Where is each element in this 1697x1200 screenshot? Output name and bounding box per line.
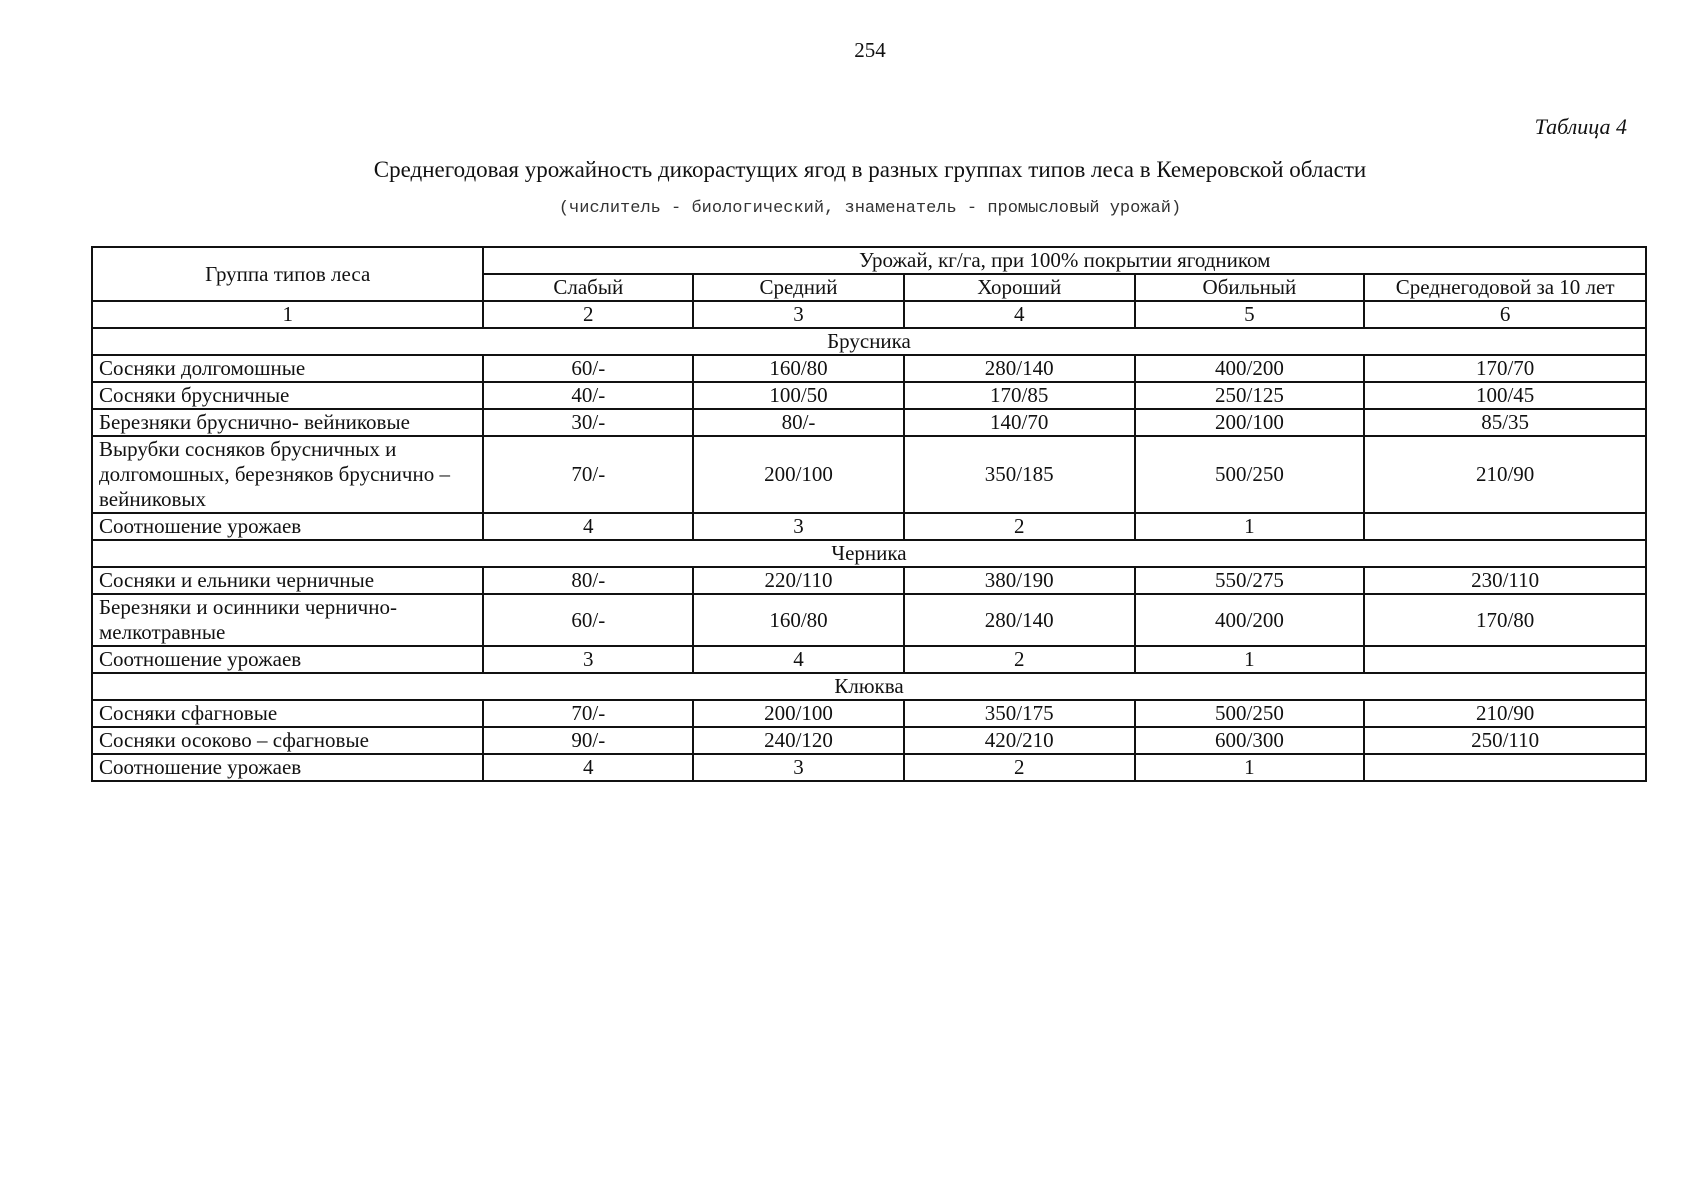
forest-group-name: Вырубки сосняков брусничных и долгомошных, березняков бруснично – вейниковых: [92, 436, 483, 513]
yield-value: 4: [483, 754, 693, 781]
header-row-top: [92, 247, 1646, 274]
table-body: [92, 328, 1646, 781]
yield-value: 2: [904, 754, 1135, 781]
yield-value: 170/85: [904, 382, 1135, 409]
yield-value: 200/100: [693, 700, 904, 727]
column-number-row: [92, 301, 1646, 328]
header-col-weak: Слабый: [483, 274, 693, 301]
header-col-abundant: Обильный: [1135, 274, 1365, 301]
page-number: 254: [854, 38, 886, 62]
yield-value: 210/90: [1364, 436, 1646, 513]
section-title: Черника: [92, 540, 1646, 567]
section-title: Брусника: [92, 328, 1646, 355]
table-row: [92, 355, 1646, 382]
forest-group-name: Березняки бруснично- вейниковые: [92, 409, 483, 436]
section-header-row: [92, 673, 1646, 700]
column-number: 4: [904, 301, 1135, 328]
yield-value: 220/110: [693, 567, 904, 594]
section-title: Клюква: [92, 673, 1646, 700]
yield-value: 80/-: [483, 567, 693, 594]
column-number: 5: [1135, 301, 1365, 328]
document-title: Среднегодовая урожайность дикорастущих ягод в разных группах типов леса в Кемеровской области: [373, 157, 1367, 182]
yield-value: 1: [1135, 754, 1365, 781]
table-row: [92, 382, 1646, 409]
yield-value: 200/100: [1135, 409, 1365, 436]
yield-value: 420/210: [904, 727, 1135, 754]
header-col-medium: Средний: [693, 274, 904, 301]
section-header-row: [92, 540, 1646, 567]
yield-value: 200/100: [693, 436, 904, 513]
yield-value: 60/-: [483, 355, 693, 382]
yield-value: 170/70: [1364, 355, 1646, 382]
section-header-row: [92, 328, 1646, 355]
harvest-table: [91, 246, 1647, 782]
table-row: [92, 727, 1646, 754]
yield-value: 90/-: [483, 727, 693, 754]
document-subtitle: (числитель - биологический, знаменатель - промысловый урожай): [558, 199, 1182, 218]
yield-value: 40/-: [483, 382, 693, 409]
yield-value: 3: [483, 646, 693, 673]
table-row: [92, 594, 1646, 646]
table-row: [92, 567, 1646, 594]
forest-group-name: Сосняки и ельники черничные: [92, 567, 483, 594]
yield-value: 500/250: [1135, 700, 1365, 727]
column-number: 3: [693, 301, 904, 328]
yield-value: 4: [483, 513, 693, 540]
column-number: 6: [1364, 301, 1646, 328]
forest-group-name: Соотношение урожаев: [92, 754, 483, 781]
yield-value: 400/200: [1135, 355, 1365, 382]
yield-value: 4: [693, 646, 904, 673]
yield-value: 2: [904, 646, 1135, 673]
forest-group-name: Соотношение урожаев: [92, 646, 483, 673]
yield-value: 550/275: [1135, 567, 1365, 594]
header-col-average: Среднегодовой за 10 лет: [1364, 274, 1646, 301]
yield-value: 70/-: [483, 700, 693, 727]
yield-value: 250/110: [1364, 727, 1646, 754]
table-row: [92, 754, 1646, 781]
yield-value: 280/140: [904, 355, 1135, 382]
yield-value: [1364, 646, 1646, 673]
forest-group-name: Сосняки сфагновые: [92, 700, 483, 727]
yield-value: [1364, 513, 1646, 540]
forest-group-name: Сосняки долгомошные: [92, 355, 483, 382]
yield-value: 85/35: [1364, 409, 1646, 436]
table-row: [92, 436, 1646, 513]
table-label: Таблица 4: [1534, 114, 1627, 139]
yield-value: 100/50: [693, 382, 904, 409]
yield-value: 240/120: [693, 727, 904, 754]
yield-value: 500/250: [1135, 436, 1365, 513]
yield-value: 210/90: [1364, 700, 1646, 727]
table-row: [92, 646, 1646, 673]
table-row: [92, 513, 1646, 540]
yield-value: 170/80: [1364, 594, 1646, 646]
yield-value: 100/45: [1364, 382, 1646, 409]
yield-value: 380/190: [904, 567, 1135, 594]
yield-value: 160/80: [693, 594, 904, 646]
forest-group-name: Березняки и осинники чернично-мелкотравные: [92, 594, 483, 646]
column-number: 1: [92, 301, 483, 328]
table-row: [92, 409, 1646, 436]
yield-value: 250/125: [1135, 382, 1365, 409]
yield-value: 140/70: [904, 409, 1135, 436]
header-forest-group: Группа типов леса: [92, 247, 483, 301]
yield-value: 160/80: [693, 355, 904, 382]
forest-group-name: Сосняки брусничные: [92, 382, 483, 409]
yield-value: 3: [693, 513, 904, 540]
header-col-good: Хороший: [904, 274, 1135, 301]
yield-value: [1364, 754, 1646, 781]
yield-value: 350/185: [904, 436, 1135, 513]
column-number: 2: [483, 301, 693, 328]
yield-value: 280/140: [904, 594, 1135, 646]
yield-value: 230/110: [1364, 567, 1646, 594]
forest-group-name: Соотношение урожаев: [92, 513, 483, 540]
yield-value: 350/175: [904, 700, 1135, 727]
yield-value: 3: [693, 754, 904, 781]
yield-value: 1: [1135, 513, 1365, 540]
forest-group-name: Сосняки осоково – сфагновые: [92, 727, 483, 754]
yield-value: 70/-: [483, 436, 693, 513]
header-yield: Урожай, кг/га, при 100% покрытии ягодником: [483, 247, 1646, 274]
yield-value: 2: [904, 513, 1135, 540]
table-row: [92, 700, 1646, 727]
yield-value: 60/-: [483, 594, 693, 646]
yield-value: 600/300: [1135, 727, 1365, 754]
yield-value: 1: [1135, 646, 1365, 673]
yield-value: 80/-: [693, 409, 904, 436]
yield-value: 30/-: [483, 409, 693, 436]
yield-value: 400/200: [1135, 594, 1365, 646]
